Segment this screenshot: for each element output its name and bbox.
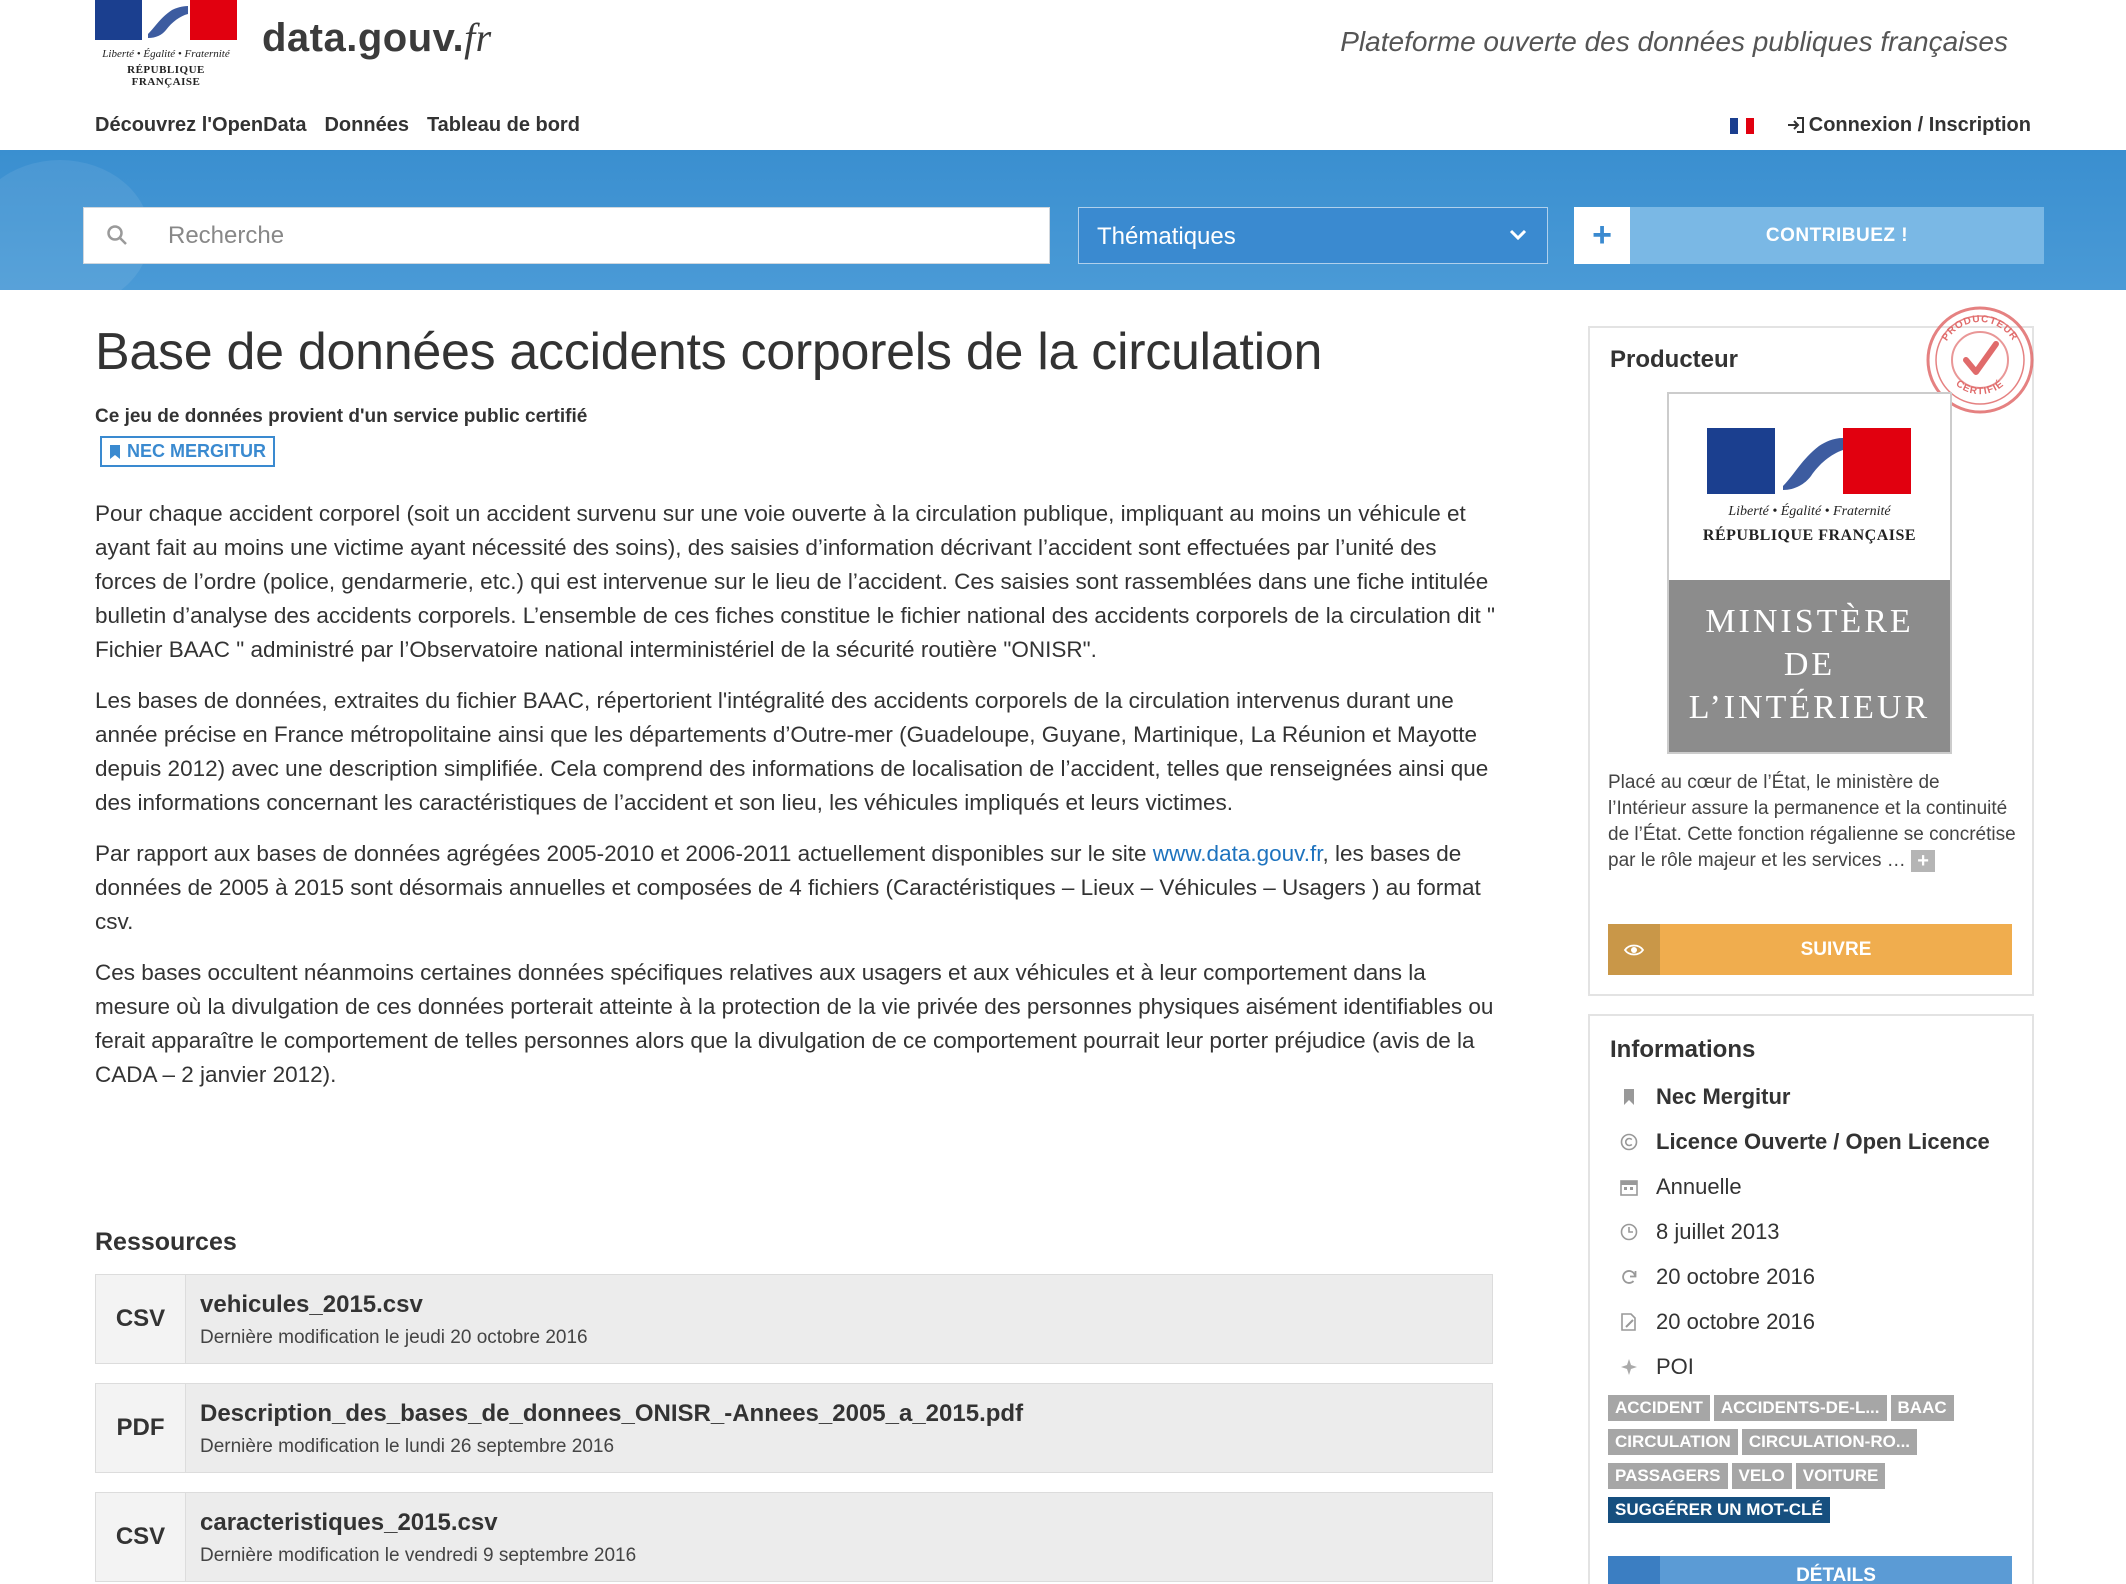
logo-republic-text: RÉPUBLIQUE FRANÇAISE: [1702, 527, 1917, 544]
bookmark-icon: [109, 444, 121, 460]
info-modified: [1620, 1309, 1815, 1335]
search-box[interactable]: [83, 207, 1050, 264]
tag-item[interactable]: CIRCULATION: [1608, 1429, 1738, 1455]
info-created: [1620, 1219, 1780, 1245]
informations-title: Informations: [1610, 1036, 1756, 1063]
description-paragraph: Les bases de données, extraites du fichier BAAC, répertorient l'intégralité des accidents corporels de la circulation intervenus durant une année précise en France métropolitaine ainsi que les départements d’Outre-mer (Guadeloupe, Guyane, Martinique, La Réunion et Mayotte depuis 2012) avec une description simplifiée. Cela comprend des informations de localisation de l’accident, telles que renseignées ainsi que des informations concernant les caractéristiques de l’accident et son lieu, les véhicules impliqués et leurs victimes.: [95, 688, 1489, 815]
copyright-icon: [1620, 1132, 1638, 1152]
language-flag-icon[interactable]: [1730, 118, 1754, 134]
themes-dropdown[interactable]: [1078, 207, 1548, 264]
logo-motto-text: Liberté • Égalité • Fraternité: [1728, 504, 1891, 519]
resource-format: PDF: [96, 1384, 186, 1472]
info-organization-label: Nec Mergitur: [1656, 1084, 1791, 1109]
description-text: Par rapport aux bases de données agrégées 2005-2010 et 2006-2011 actuellement disponibles sur le site: [95, 841, 1153, 866]
republic-flag-icon: [95, 0, 237, 40]
tag-item[interactable]: VELO: [1732, 1463, 1792, 1489]
motto-text: Liberté • Égalité • Fraternité: [102, 48, 230, 60]
tag-item[interactable]: BAAC: [1891, 1395, 1954, 1421]
tags-list: [1608, 1395, 2028, 1531]
info-created-label: 8 juillet 2013: [1656, 1219, 1780, 1244]
themes-label: Thématiques: [1097, 223, 1236, 250]
resource-modified: Dernière modification le jeudi 20 octobre 2016: [200, 1327, 588, 1348]
site-header: [0, 0, 2126, 150]
producer-title: Producteur: [1610, 346, 1739, 373]
ministry-line: L’INTÉRIEUR: [1688, 689, 1931, 726]
info-organization[interactable]: [1620, 1084, 1790, 1110]
info-updated: [1620, 1264, 1815, 1290]
description-paragraph: Ces bases occultent néanmoins certaines données spécifiques relatives aux usagers et aux véhicules et à leur comportement dans la mesure où la divulgation de ces données porterait atteinte à la protection de la vie privée des personnes physiques aisément identifiables ou ferait apparaître le comportement de telles personnes alors que la divulgation de ce comportement pourrait leur porter préjudice (avis de la CADA – 2 janvier 2012).: [95, 960, 1494, 1087]
resource-name[interactable]: caracteristiques_2015.csv: [200, 1509, 498, 1536]
resource-format: CSV: [96, 1493, 186, 1581]
tag-item[interactable]: VOITURE: [1796, 1463, 1886, 1489]
resource-modified: Dernière modification le vendredi 9 septembre 2016: [200, 1545, 637, 1566]
resource-item[interactable]: [95, 1274, 1493, 1364]
site-tld: fr: [464, 15, 492, 60]
tag-item[interactable]: PASSAGERS: [1608, 1463, 1728, 1489]
resources-list: [95, 1274, 1493, 1584]
eye-icon: [1608, 924, 1660, 975]
resource-item[interactable]: [95, 1383, 1493, 1473]
nav-item-dashboard[interactable]: Tableau de bord: [426, 114, 580, 136]
info-spatial-label: POI: [1656, 1354, 1694, 1379]
contribute-button[interactable]: [1574, 207, 2044, 264]
resource-item[interactable]: [95, 1492, 1493, 1582]
site-tagline: Plateforme ouverte des données publiques françaises: [1340, 26, 2008, 57]
info-frequency-label: Annuelle: [1656, 1174, 1742, 1199]
follow-label: SUIVRE: [1660, 924, 2012, 975]
organization-badge-label: NEC MERGITUR: [127, 441, 266, 461]
resource-name[interactable]: Description_des_bases_de_donnees_ONISR_-Annees_2005_a_2015.pdf: [200, 1400, 1024, 1427]
main-nav: [95, 114, 580, 137]
stamp-top-text: PRODUCTEUR: [1940, 313, 2020, 344]
producer-logo[interactable]: [1667, 392, 1952, 754]
tag-item[interactable]: ACCIDENT: [1608, 1395, 1710, 1421]
file-edit-icon: [1620, 1312, 1638, 1332]
republic-flag-icon: [1707, 428, 1911, 494]
refresh-icon: [1620, 1267, 1638, 1287]
producer-description: [1608, 770, 2018, 874]
certified-notice: Ce jeu de données provient d'un service public certifié: [95, 406, 588, 427]
republic-text: RÉPUBLIQUE FRANÇAISE: [127, 64, 205, 88]
resource-format: CSV: [96, 1275, 186, 1363]
marianne-logo[interactable]: [95, 0, 237, 88]
ministry-line: MINISTÈRE: [1705, 603, 1914, 640]
clock-icon: [1620, 1222, 1638, 1242]
info-license[interactable]: [1620, 1129, 1990, 1155]
contribute-label: CONTRIBUEZ !: [1630, 207, 2044, 264]
read-more-button[interactable]: +: [1911, 850, 1935, 872]
info-frequency: [1620, 1174, 1742, 1200]
chevron-down-icon: [1509, 226, 1527, 244]
producer-description-text: Placé au cœur de l’État, le ministère de l’Intérieur assure la permanence et la continuité de l’État. Cette fonction régalienne se concrétise par le rôle majeur et les services …: [1608, 772, 2016, 871]
nav-item-opendata[interactable]: Découvrez l'OpenData: [95, 114, 307, 136]
details-button[interactable]: [1608, 1556, 2012, 1584]
description-paragraph: [95, 837, 1495, 939]
info-modified-label: 20 octobre 2016: [1656, 1309, 1816, 1334]
search-band: [0, 150, 2126, 290]
crosshair-icon: [1620, 1357, 1638, 1377]
bookmark-icon: [1620, 1087, 1638, 1107]
description-text: , les bases de données de 2005 à 2015 sont désormais annuelles et composées de 4 fichiers (Caractéristiques – Lieux – Véhicules – Usagers ) au format csv.: [95, 841, 1481, 934]
calendar-icon: [1620, 1177, 1638, 1197]
details-label: DÉTAILS: [1660, 1556, 2012, 1584]
info-icon: [1608, 1556, 1660, 1584]
info-spatial: [1620, 1354, 1694, 1380]
follow-button[interactable]: [1608, 924, 2012, 975]
ministry-name: [1669, 600, 1950, 729]
dataset-main: [95, 322, 1495, 1109]
page-title: Base de données accidents corporels de la circulation: [95, 323, 1323, 381]
tag-item[interactable]: ACCIDENTS-DE-L...: [1714, 1395, 1887, 1421]
resource-modified: Dernière modification le lundi 26 septembre 2016: [200, 1436, 615, 1457]
description-paragraph: Pour chaque accident corporel (soit un accident survenu sur une voie ouverte à la circulation publique, impliquant au moins un véhicule et ayant fait au moins une victime ayant nécessité des soins), des saisies d’information décrivant l’accident sont effectuées par l’unité des forces de l’ordre (police, gendarmerie, etc.) qui est intervenue sur le lieu de l’accident. Ces saisies sont rassemblées dans une fiche intitulée bulletin d’analyse des accidents corporels. L’ensemble de ces fiches constitue le fichier national des accidents corporels de la circulation dit " Fichier BAAC " administré par l’Observatoire national interministériel de la sécurité routière "ONISR".: [95, 501, 1496, 662]
plus-icon: +: [1574, 207, 1630, 264]
datagouv-link[interactable]: www.data.gouv.fr: [1152, 841, 1323, 866]
nav-item-donnees[interactable]: Données: [324, 114, 409, 136]
resources-title: Ressources: [95, 1228, 237, 1256]
search-input[interactable]: [168, 208, 1028, 263]
login-icon: [1787, 117, 1805, 133]
tag-item[interactable]: CIRCULATION-RO...: [1742, 1429, 1917, 1455]
resource-name[interactable]: vehicules_2015.csv: [200, 1291, 423, 1318]
stamp-bottom-text: CERTIFIÉ: [1953, 378, 2007, 398]
dataset-description: [95, 497, 1495, 1092]
ministry-line: DE: [1783, 646, 1836, 683]
site-logo[interactable]: [262, 14, 492, 61]
suggest-keyword-button[interactable]: SUGGÉRER UN MOT-CLÉ: [1608, 1497, 1830, 1523]
svg-text:PRODUCTEUR: [1940, 314, 2020, 343]
login-link[interactable]: [1787, 114, 2031, 137]
login-label: Connexion / Inscription: [1808, 114, 2031, 136]
svg-text:CERTIFIÉ: [1954, 377, 2007, 398]
info-updated-label: 20 octobre 2016: [1656, 1264, 1816, 1289]
search-icon: [106, 224, 128, 246]
site-name: data.gouv.: [262, 16, 465, 60]
organization-badge[interactable]: [100, 436, 275, 467]
info-license-label: Licence Ouverte / Open Licence: [1656, 1129, 1990, 1154]
